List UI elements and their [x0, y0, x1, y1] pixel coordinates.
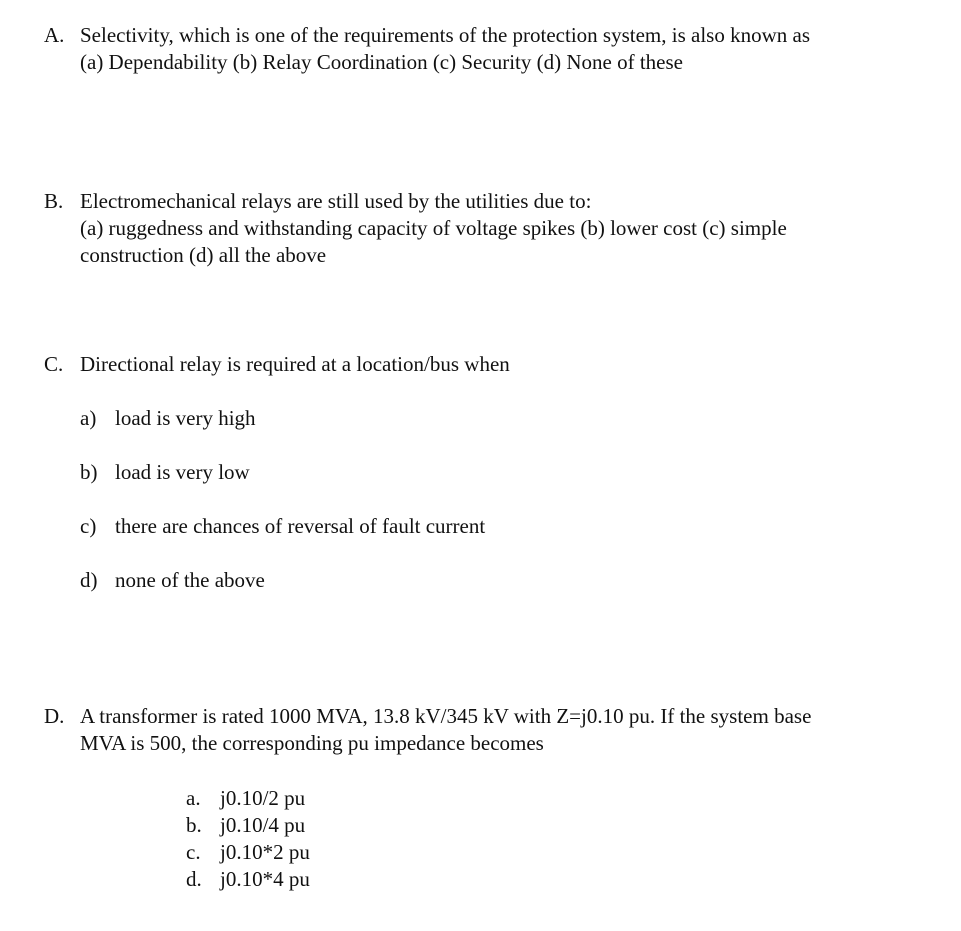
question-a-line-1: Selectivity, which is one of the requirements of the protection system, is also known as	[80, 23, 810, 47]
question-d-label: D.	[44, 704, 65, 728]
question-a-label: A.	[44, 23, 65, 47]
question-c-line-1: Directional relay is required at a location/bus when	[80, 352, 510, 376]
question-c-option-b	[80, 459, 250, 486]
option-label: a.	[186, 786, 201, 810]
option-text: j0.10/2 pu	[220, 786, 306, 810]
question-d-line-1: A transformer is rated 1000 MVA, 13.8 kV/345 kV with Z=j0.10 pu. If the system base	[80, 704, 812, 728]
question-c-option-d	[80, 567, 265, 594]
question-d	[44, 703, 921, 757]
option-text: j0.10*4 pu	[220, 867, 310, 891]
question-d-option-d	[186, 866, 310, 893]
question-c-text	[80, 351, 921, 378]
option-label: c.	[186, 840, 201, 864]
option-label: d.	[186, 867, 202, 891]
question-d-text	[80, 703, 921, 757]
question-c	[44, 351, 921, 378]
question-d-option-c	[186, 839, 310, 866]
question-b-line-3: construction (d) all the above	[80, 243, 327, 267]
option-text: load is very high	[115, 406, 256, 430]
question-c-option-c	[80, 513, 485, 540]
option-text: j0.10/4 pu	[220, 813, 306, 837]
question-b	[44, 188, 921, 269]
question-d-options	[186, 785, 310, 893]
option-label: d)	[80, 568, 98, 592]
option-text: j0.10*2 pu	[220, 840, 310, 864]
option-label: a)	[80, 406, 97, 430]
question-c-label: C.	[44, 352, 64, 376]
option-text: load is very low	[115, 460, 250, 484]
option-text: none of the above	[115, 568, 265, 592]
question-d-line-2: MVA is 500, the corresponding pu impedance becomes	[80, 731, 544, 755]
question-b-line-1: Electromechanical relays are still used by the utilities due to:	[80, 189, 592, 213]
question-b-line-2: (a) ruggedness and withstanding capacity of voltage spikes (b) lower cost (c) simple	[80, 216, 787, 240]
question-d-option-b	[186, 812, 310, 839]
question-a-text	[80, 22, 921, 76]
question-a-line-2: (a) Dependability (b) Relay Coordination (c) Security (d) None of these	[80, 50, 683, 74]
option-text: there are chances of reversal of fault current	[115, 514, 486, 538]
question-d-option-a	[186, 785, 310, 812]
question-a	[44, 22, 921, 76]
question-b-text	[80, 188, 921, 269]
question-c-option-a	[80, 405, 256, 432]
question-b-label: B.	[44, 189, 64, 213]
option-label: c)	[80, 514, 97, 538]
option-label: b)	[80, 460, 98, 484]
option-label: b.	[186, 813, 202, 837]
